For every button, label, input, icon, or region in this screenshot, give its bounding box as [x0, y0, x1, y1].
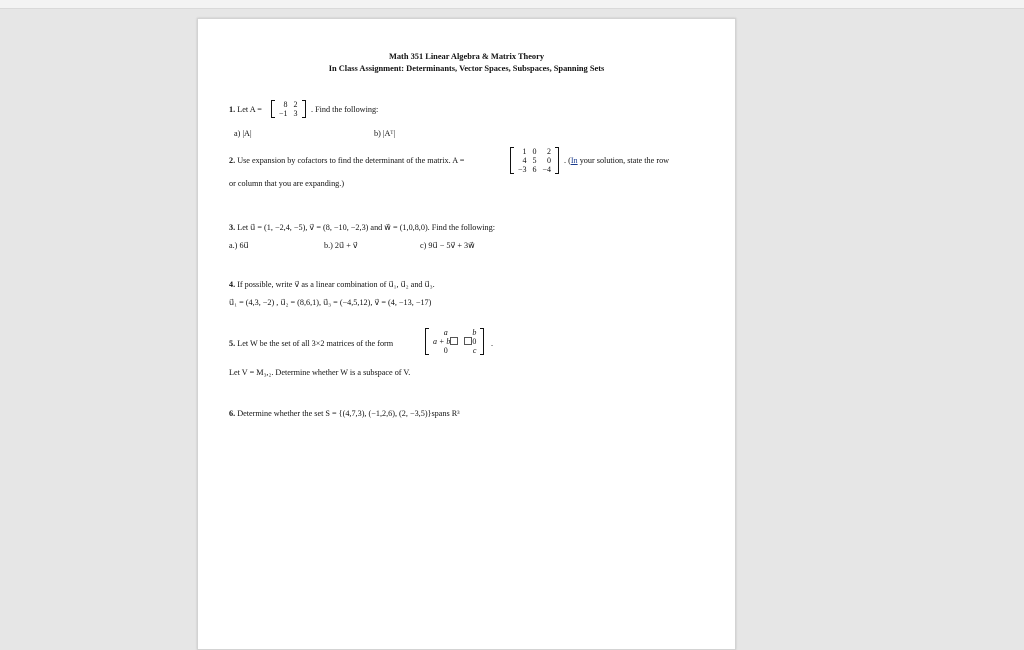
q2-tail-line: [564, 156, 669, 165]
q3-part-a: a.) 6u⃗: [229, 241, 249, 250]
q2-number: 2.: [229, 156, 236, 165]
q5-r2-a-cell: [430, 337, 461, 346]
q2-m31: −3: [518, 165, 527, 174]
q5-r3-b: c: [472, 346, 477, 355]
q5-r2-b-cell: [461, 337, 479, 346]
window-top-strip: [0, 0, 1024, 9]
q1-part-a: a) |A|: [234, 129, 252, 138]
q5-r1-b: b: [472, 328, 477, 337]
q5-number: 5.: [229, 339, 236, 348]
q2-text: Use expansion by cofactors to find the determinant of the matrix. A =: [237, 156, 465, 165]
q5-r2-b: 0: [472, 337, 477, 346]
q1-matrix: [271, 100, 306, 118]
q3-part-b: b.) 2u⃗ + v⃗: [324, 241, 358, 250]
q2-m22: 5: [532, 156, 537, 165]
q3-line: [229, 222, 495, 232]
q2-m13: 2: [547, 147, 552, 156]
q5-line2: Let V = M₃,₂. Determine whether W is a subspace of V.: [229, 368, 411, 377]
q1-m22: 3: [293, 109, 298, 118]
q3-number: 3.: [229, 223, 236, 232]
q4-number: 4.: [229, 280, 236, 289]
q6-text: Determine whether the set S = {(4,7,3), (−1,2,6), (2, −3,5)}spans R³: [237, 409, 460, 418]
q5-r2-a: a + b: [433, 337, 451, 346]
q1-part-b: b) |Aᵀ|: [374, 129, 396, 138]
q3-text: Let u⃗ = (1, −2,4, −5), v⃗ = (8, −10, −2,3) and w⃗ = (1,0,8,0). Find the following:: [237, 223, 495, 232]
q2-m11: 1: [522, 147, 527, 156]
q1-m11: 8: [283, 100, 288, 109]
q4-text: If possible, write v⃗ as a linear combination of u⃗₁, u⃗₂ and u⃗₃.: [237, 280, 435, 289]
q1-number: 1.: [229, 105, 236, 114]
q2-m23: 0: [547, 156, 552, 165]
q1-lead: Let A =: [237, 105, 262, 114]
q2-in-link[interactable]: In: [570, 156, 578, 165]
q2-paren-open: . (: [564, 156, 571, 165]
q2-m21: 4: [522, 156, 527, 165]
q2-matrix: [510, 147, 559, 174]
q6-line: [229, 409, 460, 418]
q5-line: [229, 339, 393, 348]
q5-text: Let W be the set of all 3×2 matrices of the form: [237, 339, 394, 348]
q1-tail: . Find the following:: [311, 105, 379, 114]
q2-m32: 6: [532, 165, 537, 174]
q2-line2: or column that you are expanding.): [229, 179, 345, 188]
document-page[interactable]: [197, 18, 736, 650]
q2-tail: your solution, state the row: [577, 156, 670, 165]
q3-part-c: c) 9u⃗ − 5v⃗ + 3w⃗: [420, 241, 475, 250]
q4-line2: u⃗₁ = (4,3, −2) , u⃗₂ = (8,6,1), u⃗₃ = (−4,5,12), v⃗ = (4, −13, −17): [229, 298, 432, 307]
q5-period: .: [491, 339, 494, 348]
q1-m12: 2: [293, 100, 298, 109]
q2-m33: −4: [542, 165, 552, 174]
q5-r1-a: a: [443, 328, 448, 337]
placeholder-box-icon: [450, 337, 458, 345]
q4-line: [229, 279, 435, 289]
q2-m12: 0: [532, 147, 537, 156]
q5-r3-a: 0: [443, 346, 448, 355]
q5-matrix: [425, 328, 484, 355]
q1-m21: −1: [279, 109, 288, 118]
q2-line: [229, 156, 464, 165]
document-subtitle: In Class Assignment: Determinants, Vector Spaces, Subspaces, Spanning Sets: [328, 64, 605, 73]
q6-number: 6.: [229, 409, 236, 418]
document-title: Math 351 Linear Algebra & Matrix Theory: [388, 52, 545, 61]
q1-line: [229, 105, 262, 114]
